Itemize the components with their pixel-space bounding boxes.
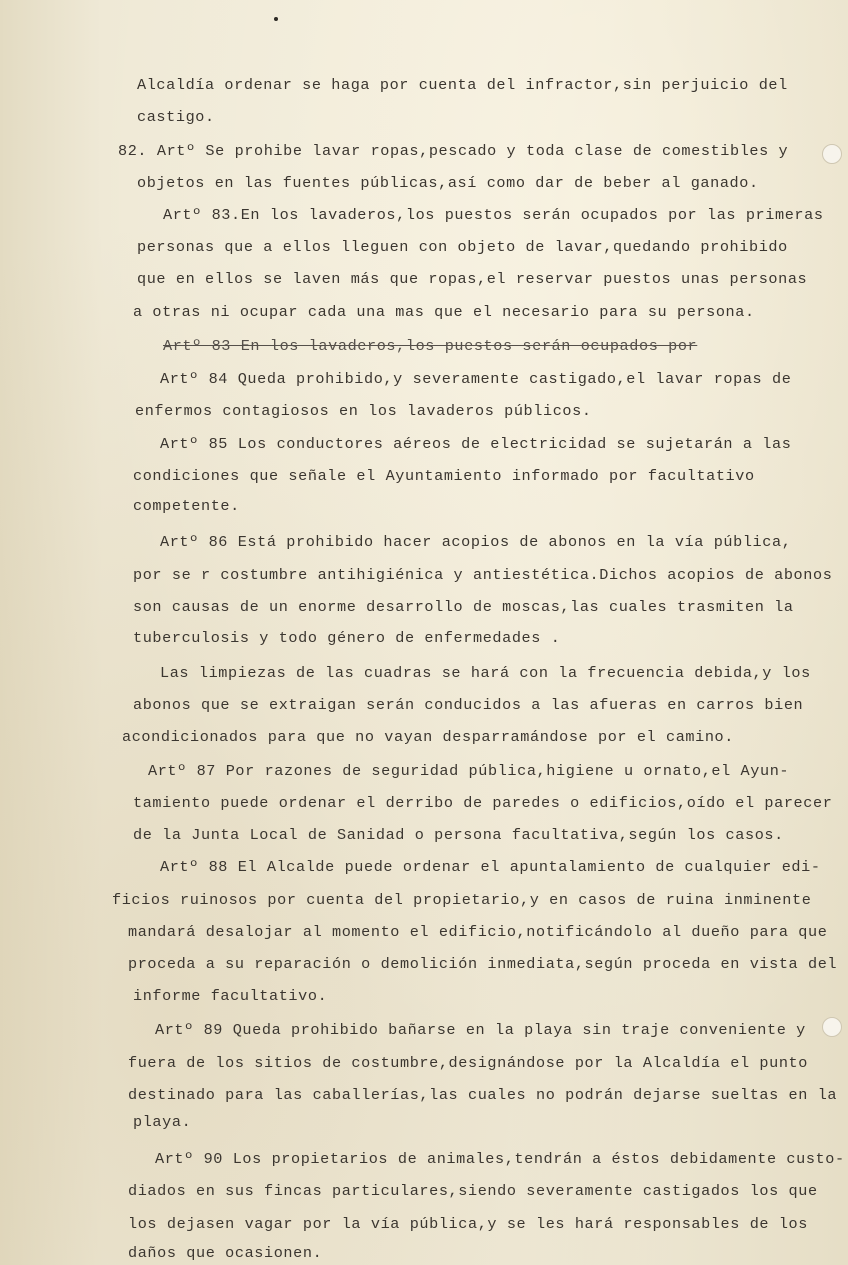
text-line: Alcaldía ordenar se haga por cuenta del infractor,sin perjuicio del: [137, 76, 788, 94]
text-line: castigo.: [137, 108, 215, 126]
ink-speck: [274, 17, 278, 21]
text-line: tuberculosis y todo género de enfermedades .: [133, 629, 561, 647]
text-line: informe facultativo.: [133, 987, 328, 1005]
text-line: tamiento puede ordenar el derribo de paredes o edificios,oído el parecer: [133, 794, 833, 812]
punch-hole: [822, 144, 842, 164]
text-line: Las limpiezas de las cuadras se hará con la frecuencia debida,y los: [160, 664, 811, 682]
text-line: los dejasen vagar por la vía pública,y se les hará responsables de los: [128, 1215, 808, 1233]
text-line: Artº 89 Queda prohibido bañarse en la playa sin traje conveniente y: [155, 1021, 806, 1039]
text-line: personas que a ellos lleguen con objeto de lavar,quedando prohibido: [137, 238, 788, 256]
text-line: mandará desalojar al momento el edificio,notificándolo al dueño para que: [128, 923, 828, 941]
text-line: Artº 90 Los propietarios de animales,tendrán a éstos debidamente custo-: [155, 1150, 845, 1168]
text-line: competente.: [133, 497, 240, 515]
text-line: proceda a su reparación o demolición inmediata,según proceda en vista del: [128, 955, 838, 973]
text-line: por se r costumbre antihigiénica y antiestética.Dichos acopios de abonos: [133, 566, 833, 584]
text-line: fuera de los sitios de costumbre,designándose por la Alcaldía el punto: [128, 1054, 808, 1072]
text-line: a otras ni ocupar cada una mas que el necesario para su persona.: [133, 303, 755, 321]
text-line: Artº 83.En los lavaderos,los puestos serán ocupados por las primeras: [163, 206, 824, 224]
text-line: ficios ruinosos por cuenta del propietario,y en casos de ruina inminente: [112, 891, 812, 909]
text-line: destinado para las caballerías,las cuales no podrán dejarse sueltas en la: [128, 1086, 838, 1104]
text-line: Artº 86 Está prohibido hacer acopios de abonos en la vía pública,: [160, 533, 792, 551]
text-line: de la Junta Local de Sanidad o persona facultativa,según los casos.: [133, 826, 784, 844]
text-line: acondicionados para que no vayan desparramándose por el camino.: [122, 728, 734, 746]
text-line: abonos que se extraigan serán conducidos a las afueras en carros bien: [133, 696, 804, 714]
text-line: que en ellos se laven más que ropas,el reservar puestos unas personas: [137, 270, 808, 288]
text-line: playa.: [133, 1113, 192, 1131]
text-line: 82. Artº Se prohibe lavar ropas,pescado y toda clase de comestibles y: [118, 142, 789, 160]
text-line: condiciones que señale el Ayuntamiento informado por facultativo: [133, 467, 755, 485]
text-line: objetos en las fuentes públicas,así como dar de beber al ganado.: [137, 174, 759, 192]
text-line: enfermos contagiosos en los lavaderos públicos.: [135, 402, 592, 420]
text-line: diados en sus fincas particulares,siendo severamente castigados los que: [128, 1182, 818, 1200]
text-line: Artº 84 Queda prohibido,y severamente castigado,el lavar ropas de: [160, 370, 792, 388]
punch-hole: [822, 1017, 842, 1037]
text-line: Artº 85 Los conductores aéreos de electricidad se sujetarán a las: [160, 435, 792, 453]
text-line: Artº 87 Por razones de seguridad pública,higiene u ornato,el Ayun-: [148, 762, 790, 780]
text-line: daños que ocasionen.: [128, 1244, 323, 1262]
text-line: son causas de un enorme desarrollo de moscas,las cuales trasmiten la: [133, 598, 794, 616]
struck-out-line: Artº 83 En los lavaderos,los puestos serán ocupados por: [163, 337, 698, 355]
text-line: Artº 88 El Alcalde puede ordenar el apuntalamiento de cualquier edi-: [160, 858, 821, 876]
